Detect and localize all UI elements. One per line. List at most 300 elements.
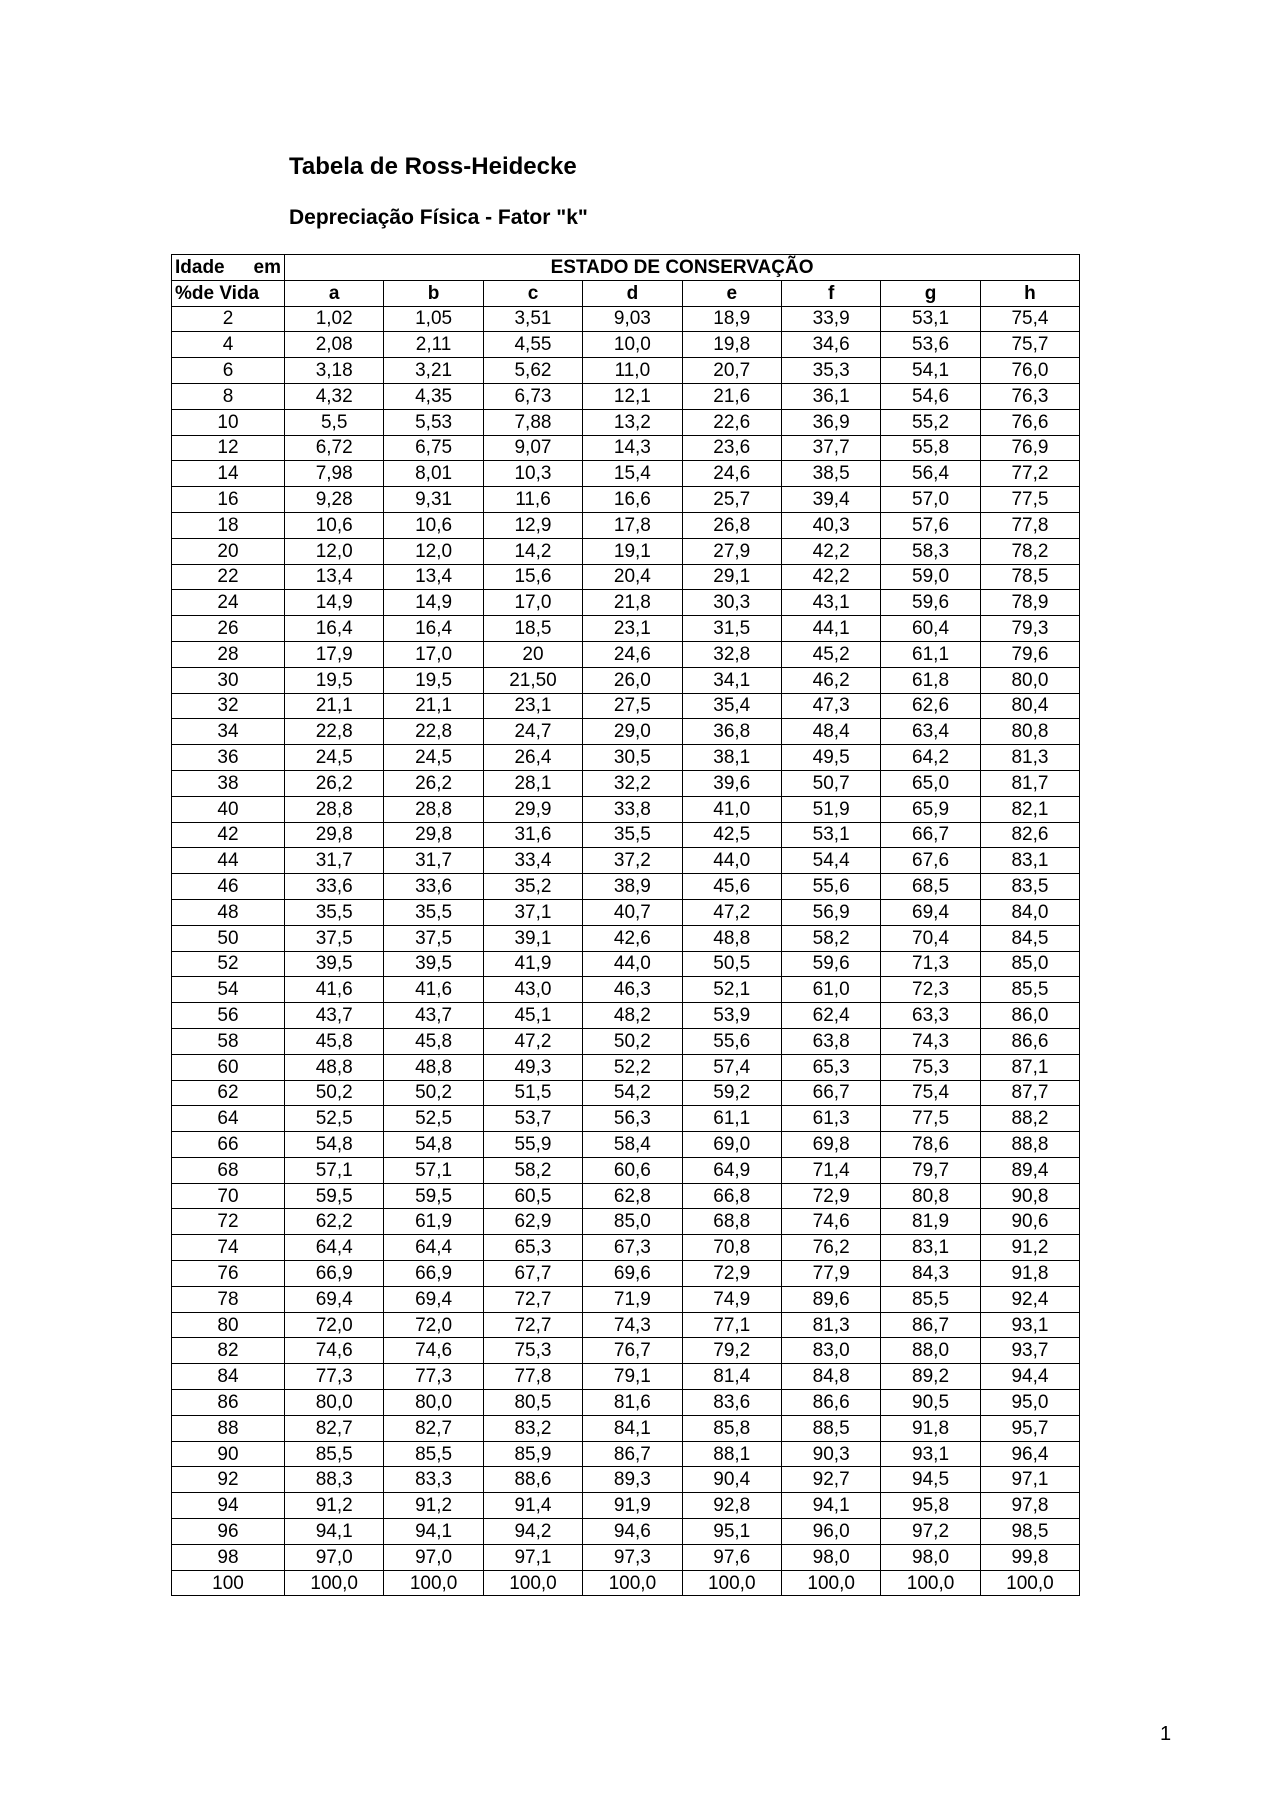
value-cell-a: 37,5 xyxy=(285,925,384,951)
value-cell-f: 89,6 xyxy=(781,1286,880,1312)
value-cell-h: 86,0 xyxy=(980,1003,1079,1029)
value-cell-g: 86,7 xyxy=(881,1312,980,1338)
value-cell-b: 85,5 xyxy=(384,1441,483,1467)
value-cell-g: 97,2 xyxy=(881,1519,980,1545)
table-row xyxy=(172,1493,1080,1519)
value-cell-h: 97,8 xyxy=(980,1493,1079,1519)
value-cell-e: 77,1 xyxy=(682,1312,781,1338)
age-cell: 18 xyxy=(172,512,285,538)
value-cell-g: 63,3 xyxy=(881,1003,980,1029)
value-cell-d: 20,4 xyxy=(583,564,682,590)
value-cell-g: 66,7 xyxy=(881,822,980,848)
age-cell: 44 xyxy=(172,848,285,874)
value-cell-d: 91,9 xyxy=(583,1493,682,1519)
value-cell-a: 13,4 xyxy=(285,564,384,590)
age-cell: 66 xyxy=(172,1132,285,1158)
value-cell-f: 83,0 xyxy=(781,1338,880,1364)
value-cell-a: 9,28 xyxy=(285,487,384,513)
value-cell-g: 67,6 xyxy=(881,848,980,874)
value-cell-e: 69,0 xyxy=(682,1132,781,1158)
value-cell-f: 35,3 xyxy=(781,358,880,384)
value-cell-d: 32,2 xyxy=(583,770,682,796)
value-cell-b: 41,6 xyxy=(384,977,483,1003)
age-cell: 80 xyxy=(172,1312,285,1338)
value-cell-b: 52,5 xyxy=(384,1106,483,1132)
value-cell-e: 26,8 xyxy=(682,512,781,538)
age-cell: 72 xyxy=(172,1209,285,1235)
value-cell-a: 57,1 xyxy=(285,1157,384,1183)
value-cell-b: 19,5 xyxy=(384,667,483,693)
column-header-d: d xyxy=(583,280,682,306)
table-row xyxy=(172,512,1080,538)
value-cell-h: 95,7 xyxy=(980,1415,1079,1441)
value-cell-f: 37,7 xyxy=(781,435,880,461)
age-cell: 22 xyxy=(172,564,285,590)
table-row xyxy=(172,899,1080,925)
value-cell-d: 9,03 xyxy=(583,306,682,332)
age-header-line1 xyxy=(172,255,285,281)
value-cell-h: 100,0 xyxy=(980,1570,1079,1596)
value-cell-a: 16,4 xyxy=(285,616,384,642)
value-cell-d: 60,6 xyxy=(583,1157,682,1183)
value-cell-d: 40,7 xyxy=(583,899,682,925)
value-cell-a: 80,0 xyxy=(285,1390,384,1416)
value-cell-e: 32,8 xyxy=(682,641,781,667)
table-row xyxy=(172,332,1080,358)
value-cell-d: 46,3 xyxy=(583,977,682,1003)
value-cell-h: 77,2 xyxy=(980,461,1079,487)
value-cell-e: 95,1 xyxy=(682,1519,781,1545)
value-cell-a: 19,5 xyxy=(285,667,384,693)
value-cell-e: 42,5 xyxy=(682,822,781,848)
table-row xyxy=(172,461,1080,487)
value-cell-b: 33,6 xyxy=(384,874,483,900)
header-row-2 xyxy=(172,280,1080,306)
value-cell-f: 63,8 xyxy=(781,1028,880,1054)
value-cell-h: 85,0 xyxy=(980,951,1079,977)
value-cell-f: 49,5 xyxy=(781,745,880,771)
value-cell-d: 100,0 xyxy=(583,1570,682,1596)
value-cell-h: 75,4 xyxy=(980,306,1079,332)
value-cell-b: 6,75 xyxy=(384,435,483,461)
value-cell-f: 59,6 xyxy=(781,951,880,977)
value-cell-c: 67,7 xyxy=(483,1261,582,1287)
age-cell: 34 xyxy=(172,719,285,745)
value-cell-c: 20 xyxy=(483,641,582,667)
value-cell-c: 47,2 xyxy=(483,1028,582,1054)
value-cell-e: 57,4 xyxy=(682,1054,781,1080)
value-cell-a: 26,2 xyxy=(285,770,384,796)
value-cell-h: 78,9 xyxy=(980,590,1079,616)
value-cell-f: 53,1 xyxy=(781,822,880,848)
value-cell-b: 2,11 xyxy=(384,332,483,358)
value-cell-g: 83,1 xyxy=(881,1235,980,1261)
value-cell-e: 41,0 xyxy=(682,796,781,822)
value-cell-d: 84,1 xyxy=(583,1415,682,1441)
value-cell-a: 97,0 xyxy=(285,1544,384,1570)
value-cell-c: 51,5 xyxy=(483,1080,582,1106)
value-cell-h: 80,4 xyxy=(980,693,1079,719)
value-cell-f: 42,2 xyxy=(781,564,880,590)
value-cell-f: 88,5 xyxy=(781,1415,880,1441)
age-cell: 60 xyxy=(172,1054,285,1080)
value-cell-h: 87,1 xyxy=(980,1054,1079,1080)
page-subtitle: Depreciação Física - Fator "k" xyxy=(289,206,588,229)
value-cell-f: 81,3 xyxy=(781,1312,880,1338)
value-cell-c: 5,62 xyxy=(483,358,582,384)
value-cell-d: 85,0 xyxy=(583,1209,682,1235)
value-cell-g: 70,4 xyxy=(881,925,980,951)
value-cell-h: 84,0 xyxy=(980,899,1079,925)
value-cell-a: 28,8 xyxy=(285,796,384,822)
value-cell-c: 28,1 xyxy=(483,770,582,796)
value-cell-h: 76,0 xyxy=(980,358,1079,384)
age-header-line2: %de Vida xyxy=(172,280,285,306)
age-cell: 46 xyxy=(172,874,285,900)
age-cell: 68 xyxy=(172,1157,285,1183)
value-cell-f: 77,9 xyxy=(781,1261,880,1287)
value-cell-f: 96,0 xyxy=(781,1519,880,1545)
table-row xyxy=(172,487,1080,513)
value-cell-d: 62,8 xyxy=(583,1183,682,1209)
table-body xyxy=(172,306,1080,1596)
value-cell-h: 76,6 xyxy=(980,409,1079,435)
page-number: 1 xyxy=(1160,1723,1172,1745)
table-row xyxy=(172,564,1080,590)
value-cell-a: 50,2 xyxy=(285,1080,384,1106)
value-cell-d: 30,5 xyxy=(583,745,682,771)
table-row xyxy=(172,1338,1080,1364)
value-cell-a: 64,4 xyxy=(285,1235,384,1261)
value-cell-a: 31,7 xyxy=(285,848,384,874)
value-cell-h: 80,8 xyxy=(980,719,1079,745)
value-cell-c: 9,07 xyxy=(483,435,582,461)
value-cell-h: 88,8 xyxy=(980,1132,1079,1158)
value-cell-e: 30,3 xyxy=(682,590,781,616)
value-cell-g: 65,9 xyxy=(881,796,980,822)
value-cell-h: 91,8 xyxy=(980,1261,1079,1287)
value-cell-f: 62,4 xyxy=(781,1003,880,1029)
column-header-f: f xyxy=(781,280,880,306)
value-cell-d: 24,6 xyxy=(583,641,682,667)
value-cell-h: 93,1 xyxy=(980,1312,1079,1338)
value-cell-d: 97,3 xyxy=(583,1544,682,1570)
value-cell-e: 79,2 xyxy=(682,1338,781,1364)
table-row xyxy=(172,1183,1080,1209)
value-cell-d: 15,4 xyxy=(583,461,682,487)
age-cell: 82 xyxy=(172,1338,285,1364)
value-cell-h: 98,5 xyxy=(980,1519,1079,1545)
value-cell-e: 21,6 xyxy=(682,383,781,409)
value-cell-h: 76,9 xyxy=(980,435,1079,461)
value-cell-b: 48,8 xyxy=(384,1054,483,1080)
value-cell-a: 24,5 xyxy=(285,745,384,771)
value-cell-d: 54,2 xyxy=(583,1080,682,1106)
value-cell-d: 12,1 xyxy=(583,383,682,409)
value-cell-d: 42,6 xyxy=(583,925,682,951)
table-row xyxy=(172,977,1080,1003)
value-cell-g: 71,3 xyxy=(881,951,980,977)
value-cell-g: 84,3 xyxy=(881,1261,980,1287)
value-cell-b: 64,4 xyxy=(384,1235,483,1261)
value-cell-h: 83,5 xyxy=(980,874,1079,900)
value-cell-c: 24,7 xyxy=(483,719,582,745)
value-cell-h: 81,7 xyxy=(980,770,1079,796)
value-cell-a: 2,08 xyxy=(285,332,384,358)
value-cell-b: 35,5 xyxy=(384,899,483,925)
value-cell-a: 88,3 xyxy=(285,1467,384,1493)
value-cell-c: 37,1 xyxy=(483,899,582,925)
value-cell-g: 65,0 xyxy=(881,770,980,796)
value-cell-e: 39,6 xyxy=(682,770,781,796)
page-title: Tabela de Ross-Heidecke xyxy=(289,153,577,180)
value-cell-e: 34,1 xyxy=(682,667,781,693)
value-cell-c: 15,6 xyxy=(483,564,582,590)
value-cell-h: 85,5 xyxy=(980,977,1079,1003)
value-cell-h: 76,3 xyxy=(980,383,1079,409)
value-cell-d: 38,9 xyxy=(583,874,682,900)
age-cell: 16 xyxy=(172,487,285,513)
value-cell-e: 35,4 xyxy=(682,693,781,719)
value-cell-f: 66,7 xyxy=(781,1080,880,1106)
value-cell-h: 81,3 xyxy=(980,745,1079,771)
value-cell-h: 90,6 xyxy=(980,1209,1079,1235)
value-cell-e: 83,6 xyxy=(682,1390,781,1416)
value-cell-e: 19,8 xyxy=(682,332,781,358)
table-row xyxy=(172,616,1080,642)
value-cell-g: 91,8 xyxy=(881,1415,980,1441)
value-cell-d: 58,4 xyxy=(583,1132,682,1158)
value-cell-f: 94,1 xyxy=(781,1493,880,1519)
column-header-g: g xyxy=(881,280,980,306)
value-cell-h: 79,3 xyxy=(980,616,1079,642)
age-cell: 76 xyxy=(172,1261,285,1287)
value-cell-g: 59,6 xyxy=(881,590,980,616)
value-cell-f: 65,3 xyxy=(781,1054,880,1080)
value-cell-h: 75,7 xyxy=(980,332,1079,358)
value-cell-a: 82,7 xyxy=(285,1415,384,1441)
age-cell: 90 xyxy=(172,1441,285,1467)
value-cell-g: 74,3 xyxy=(881,1028,980,1054)
value-cell-a: 66,9 xyxy=(285,1261,384,1287)
value-cell-d: 74,3 xyxy=(583,1312,682,1338)
table-row xyxy=(172,822,1080,848)
age-cell: 70 xyxy=(172,1183,285,1209)
age-cell: 4 xyxy=(172,332,285,358)
value-cell-g: 53,1 xyxy=(881,306,980,332)
value-cell-a: 14,9 xyxy=(285,590,384,616)
value-cell-g: 88,0 xyxy=(881,1338,980,1364)
age-cell: 10 xyxy=(172,409,285,435)
value-cell-b: 72,0 xyxy=(384,1312,483,1338)
value-cell-g: 90,5 xyxy=(881,1390,980,1416)
value-cell-f: 46,2 xyxy=(781,667,880,693)
value-cell-a: 3,18 xyxy=(285,358,384,384)
value-cell-e: 27,9 xyxy=(682,538,781,564)
table-row xyxy=(172,1106,1080,1132)
table-row xyxy=(172,1132,1080,1158)
table-row xyxy=(172,1054,1080,1080)
table-row xyxy=(172,1441,1080,1467)
table-row xyxy=(172,409,1080,435)
value-cell-g: 79,7 xyxy=(881,1157,980,1183)
value-cell-c: 62,9 xyxy=(483,1209,582,1235)
value-cell-f: 36,9 xyxy=(781,409,880,435)
value-cell-c: 97,1 xyxy=(483,1544,582,1570)
value-cell-h: 77,8 xyxy=(980,512,1079,538)
age-cell: 64 xyxy=(172,1106,285,1132)
value-cell-f: 69,8 xyxy=(781,1132,880,1158)
value-cell-c: 39,1 xyxy=(483,925,582,951)
table-row xyxy=(172,383,1080,409)
value-cell-a: 35,5 xyxy=(285,899,384,925)
age-cell: 28 xyxy=(172,641,285,667)
table-row xyxy=(172,435,1080,461)
value-cell-d: 16,6 xyxy=(583,487,682,513)
value-cell-h: 92,4 xyxy=(980,1286,1079,1312)
value-cell-g: 59,0 xyxy=(881,564,980,590)
value-cell-g: 61,1 xyxy=(881,641,980,667)
value-cell-b: 57,1 xyxy=(384,1157,483,1183)
value-cell-b: 31,7 xyxy=(384,848,483,874)
value-cell-e: 85,8 xyxy=(682,1415,781,1441)
age-cell: 58 xyxy=(172,1028,285,1054)
value-cell-b: 43,7 xyxy=(384,1003,483,1029)
value-cell-b: 12,0 xyxy=(384,538,483,564)
value-cell-a: 72,0 xyxy=(285,1312,384,1338)
value-cell-a: 4,32 xyxy=(285,383,384,409)
value-cell-a: 17,9 xyxy=(285,641,384,667)
value-cell-c: 80,5 xyxy=(483,1390,582,1416)
value-cell-c: 91,4 xyxy=(483,1493,582,1519)
value-cell-b: 94,1 xyxy=(384,1519,483,1545)
value-cell-h: 78,5 xyxy=(980,564,1079,590)
table-row xyxy=(172,641,1080,667)
header-row-1 xyxy=(172,255,1080,281)
value-cell-b: 37,5 xyxy=(384,925,483,951)
value-cell-d: 19,1 xyxy=(583,538,682,564)
value-cell-g: 53,6 xyxy=(881,332,980,358)
age-cell: 36 xyxy=(172,745,285,771)
age-cell: 38 xyxy=(172,770,285,796)
value-cell-c: 60,5 xyxy=(483,1183,582,1209)
value-cell-e: 45,6 xyxy=(682,874,781,900)
value-cell-c: 35,2 xyxy=(483,874,582,900)
value-cell-b: 54,8 xyxy=(384,1132,483,1158)
value-cell-c: 29,9 xyxy=(483,796,582,822)
value-cell-b: 61,9 xyxy=(384,1209,483,1235)
value-cell-c: 100,0 xyxy=(483,1570,582,1596)
value-cell-d: 67,3 xyxy=(583,1235,682,1261)
table-row xyxy=(172,1080,1080,1106)
age-cell: 92 xyxy=(172,1467,285,1493)
value-cell-b: 5,53 xyxy=(384,409,483,435)
value-cell-d: 86,7 xyxy=(583,1441,682,1467)
value-cell-a: 39,5 xyxy=(285,951,384,977)
age-cell: 78 xyxy=(172,1286,285,1312)
value-cell-e: 22,6 xyxy=(682,409,781,435)
value-cell-f: 33,9 xyxy=(781,306,880,332)
table-row xyxy=(172,306,1080,332)
table-row xyxy=(172,1519,1080,1545)
column-header-e: e xyxy=(682,280,781,306)
value-cell-e: 36,8 xyxy=(682,719,781,745)
value-cell-c: 94,2 xyxy=(483,1519,582,1545)
value-cell-c: 4,55 xyxy=(483,332,582,358)
value-cell-d: 33,8 xyxy=(583,796,682,822)
value-cell-d: 44,0 xyxy=(583,951,682,977)
value-cell-a: 91,2 xyxy=(285,1493,384,1519)
value-cell-g: 68,5 xyxy=(881,874,980,900)
value-cell-g: 56,4 xyxy=(881,461,980,487)
age-cell: 14 xyxy=(172,461,285,487)
table-row xyxy=(172,796,1080,822)
value-cell-e: 72,9 xyxy=(682,1261,781,1287)
value-cell-g: 75,4 xyxy=(881,1080,980,1106)
value-cell-f: 36,1 xyxy=(781,383,880,409)
value-cell-f: 34,6 xyxy=(781,332,880,358)
value-cell-e: 53,9 xyxy=(682,1003,781,1029)
value-cell-b: 80,0 xyxy=(384,1390,483,1416)
value-cell-c: 21,50 xyxy=(483,667,582,693)
value-cell-b: 74,6 xyxy=(384,1338,483,1364)
value-cell-b: 39,5 xyxy=(384,951,483,977)
value-cell-d: 26,0 xyxy=(583,667,682,693)
age-header-word-2: em xyxy=(253,256,281,278)
value-cell-a: 41,6 xyxy=(285,977,384,1003)
value-cell-c: 26,4 xyxy=(483,745,582,771)
value-cell-d: 56,3 xyxy=(583,1106,682,1132)
table-row xyxy=(172,1312,1080,1338)
value-cell-a: 48,8 xyxy=(285,1054,384,1080)
value-cell-d: 35,5 xyxy=(583,822,682,848)
value-cell-b: 77,3 xyxy=(384,1364,483,1390)
value-cell-b: 8,01 xyxy=(384,461,483,487)
value-cell-c: 49,3 xyxy=(483,1054,582,1080)
value-cell-a: 10,6 xyxy=(285,512,384,538)
value-cell-f: 72,9 xyxy=(781,1183,880,1209)
value-cell-g: 60,4 xyxy=(881,616,980,642)
value-cell-g: 55,8 xyxy=(881,435,980,461)
value-cell-g: 100,0 xyxy=(881,1570,980,1596)
value-cell-b: 59,5 xyxy=(384,1183,483,1209)
value-cell-c: 33,4 xyxy=(483,848,582,874)
value-cell-e: 64,9 xyxy=(682,1157,781,1183)
table-row xyxy=(172,770,1080,796)
value-cell-f: 98,0 xyxy=(781,1544,880,1570)
value-cell-e: 23,6 xyxy=(682,435,781,461)
value-cell-a: 59,5 xyxy=(285,1183,384,1209)
value-cell-a: 69,4 xyxy=(285,1286,384,1312)
table-row xyxy=(172,693,1080,719)
value-cell-e: 90,4 xyxy=(682,1467,781,1493)
value-cell-h: 86,6 xyxy=(980,1028,1079,1054)
value-cell-e: 24,6 xyxy=(682,461,781,487)
value-cell-f: 55,6 xyxy=(781,874,880,900)
value-cell-h: 95,0 xyxy=(980,1390,1079,1416)
value-cell-e: 25,7 xyxy=(682,487,781,513)
value-cell-a: 7,98 xyxy=(285,461,384,487)
value-cell-d: 11,0 xyxy=(583,358,682,384)
conservation-state-header: ESTADO DE CONSERVAÇÃO xyxy=(285,255,1080,281)
value-cell-f: 56,9 xyxy=(781,899,880,925)
value-cell-f: 40,3 xyxy=(781,512,880,538)
value-cell-d: 17,8 xyxy=(583,512,682,538)
table-row xyxy=(172,848,1080,874)
value-cell-c: 65,3 xyxy=(483,1235,582,1261)
value-cell-a: 12,0 xyxy=(285,538,384,564)
value-cell-f: 38,5 xyxy=(781,461,880,487)
